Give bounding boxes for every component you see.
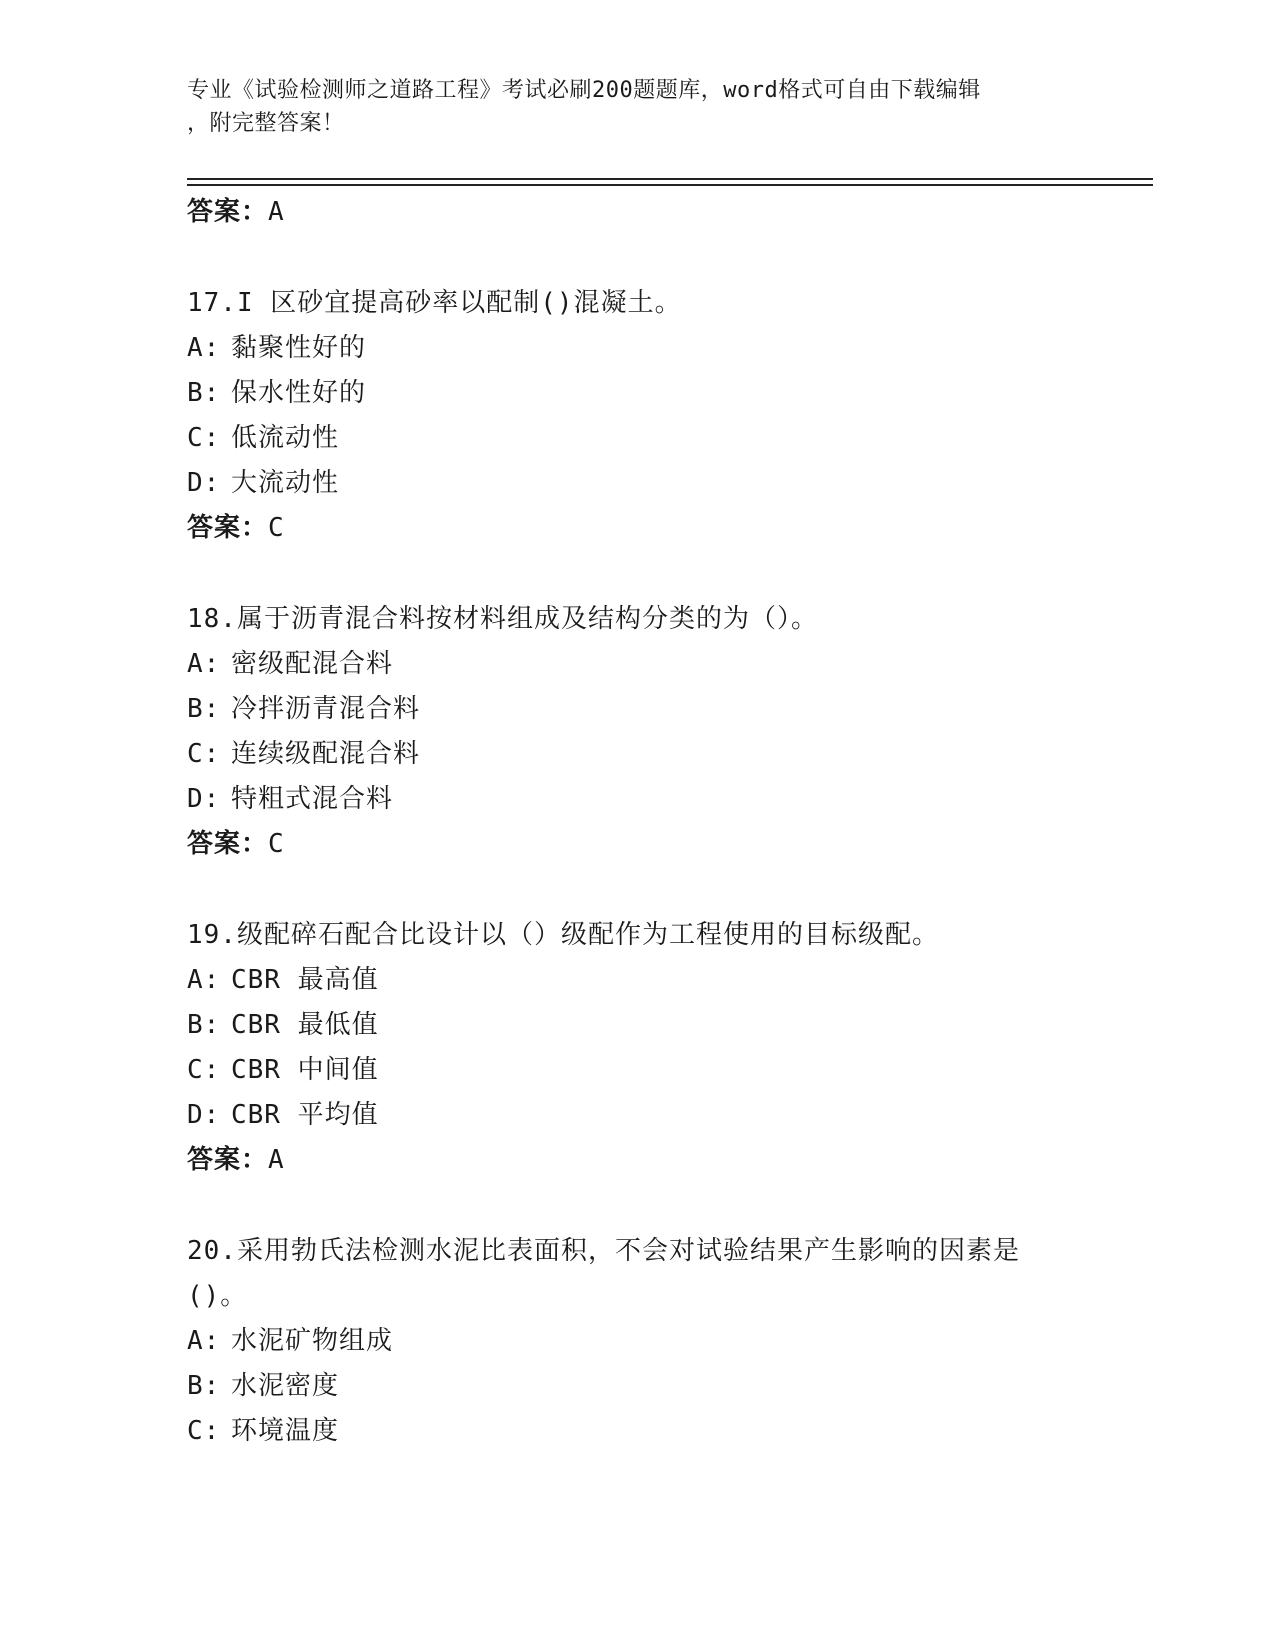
spacer [187,551,1087,597]
option-a [187,958,1087,1003]
option-label: B: [187,1010,221,1040]
question-list [187,190,1087,1454]
option-text: 低流动性 [231,423,340,453]
option-d [187,777,1087,822]
option-text: 特粗式混合料 [231,784,394,814]
previous-answer [187,190,1087,235]
question-stem: 17.I 区砂宜提高砂率以配制()混凝土。 [187,288,682,318]
option-label: D: [187,1100,221,1130]
option-text: 连续级配混合料 [231,739,421,769]
document-header [187,74,1067,140]
option-c [187,1048,1087,1093]
option-c [187,732,1087,777]
question-stem: 18.属于沥青混合料按材料组成及结构分类的为（）。 [187,604,818,634]
option-label: B: [187,694,221,724]
option-text: 冷拌沥青混合料 [231,694,421,724]
option-b [187,1003,1087,1048]
option-d [187,461,1087,506]
header-divider-top [187,178,1153,180]
answer-label: 答案： [187,513,269,543]
option-d [187,1093,1087,1138]
option-c [187,416,1087,461]
option-label: A: [187,1326,221,1356]
option-text: CBR 中间值 [231,1055,379,1085]
option-a [187,326,1087,371]
option-b [187,1364,1087,1409]
spacer [187,1183,1087,1229]
option-label: C: [187,1055,221,1085]
option-a [187,642,1087,687]
option-b [187,371,1087,416]
answer-label: 答案： [187,197,269,227]
option-label: B: [187,378,221,408]
question-19 [187,913,1087,1183]
option-text: 密级配混合料 [231,649,394,679]
question-20 [187,1229,1087,1454]
option-label: C: [187,739,221,769]
answer-value: C [268,513,285,543]
answer-label: 答案： [187,829,269,859]
option-text: 环境温度 [231,1416,340,1446]
question-stem-line2: ()。 [187,1281,248,1311]
option-text: 水泥矿物组成 [231,1326,394,1356]
answer-value: A [268,197,285,227]
option-text: 大流动性 [231,468,340,498]
option-text: 水泥密度 [231,1371,340,1401]
question-stem: 19.级配碎石配合比设计以（）级配作为工程使用的目标级配。 [187,920,939,950]
question-17 [187,281,1087,551]
option-a [187,1319,1087,1364]
option-text: 黏聚性好的 [231,333,367,363]
option-text: CBR 最高值 [231,965,379,995]
option-text: 保水性好的 [231,378,367,408]
option-label: A: [187,649,221,679]
option-label: A: [187,333,221,363]
header-title-line1: 专业《试验检测师之道路工程》考试必刷200题题库，word格式可自由下载编辑 [187,78,981,103]
question-answer [187,822,1087,867]
spacer [187,235,1087,281]
option-label: D: [187,784,221,814]
option-text: CBR 平均值 [231,1100,379,1130]
option-label: C: [187,1416,221,1446]
header-divider-bottom [187,184,1153,186]
answer-label: 答案： [187,1145,269,1175]
question-18 [187,597,1087,867]
question-answer [187,506,1087,551]
answer-value: C [268,829,285,859]
option-label: D: [187,468,221,498]
spacer [187,867,1087,913]
option-label: B: [187,1371,221,1401]
option-b [187,687,1087,732]
option-text: CBR 最低值 [231,1010,379,1040]
header-title-line2: ，附完整答案！ [187,111,345,136]
question-answer [187,1138,1087,1183]
answer-value: A [268,1145,285,1175]
question-stem-line1: 20.采用勃氏法检测水泥比表面积，不会对试验结果产生影响的因素是 [187,1236,1020,1266]
option-label: C: [187,423,221,453]
option-c [187,1409,1087,1454]
option-label: A: [187,965,221,995]
